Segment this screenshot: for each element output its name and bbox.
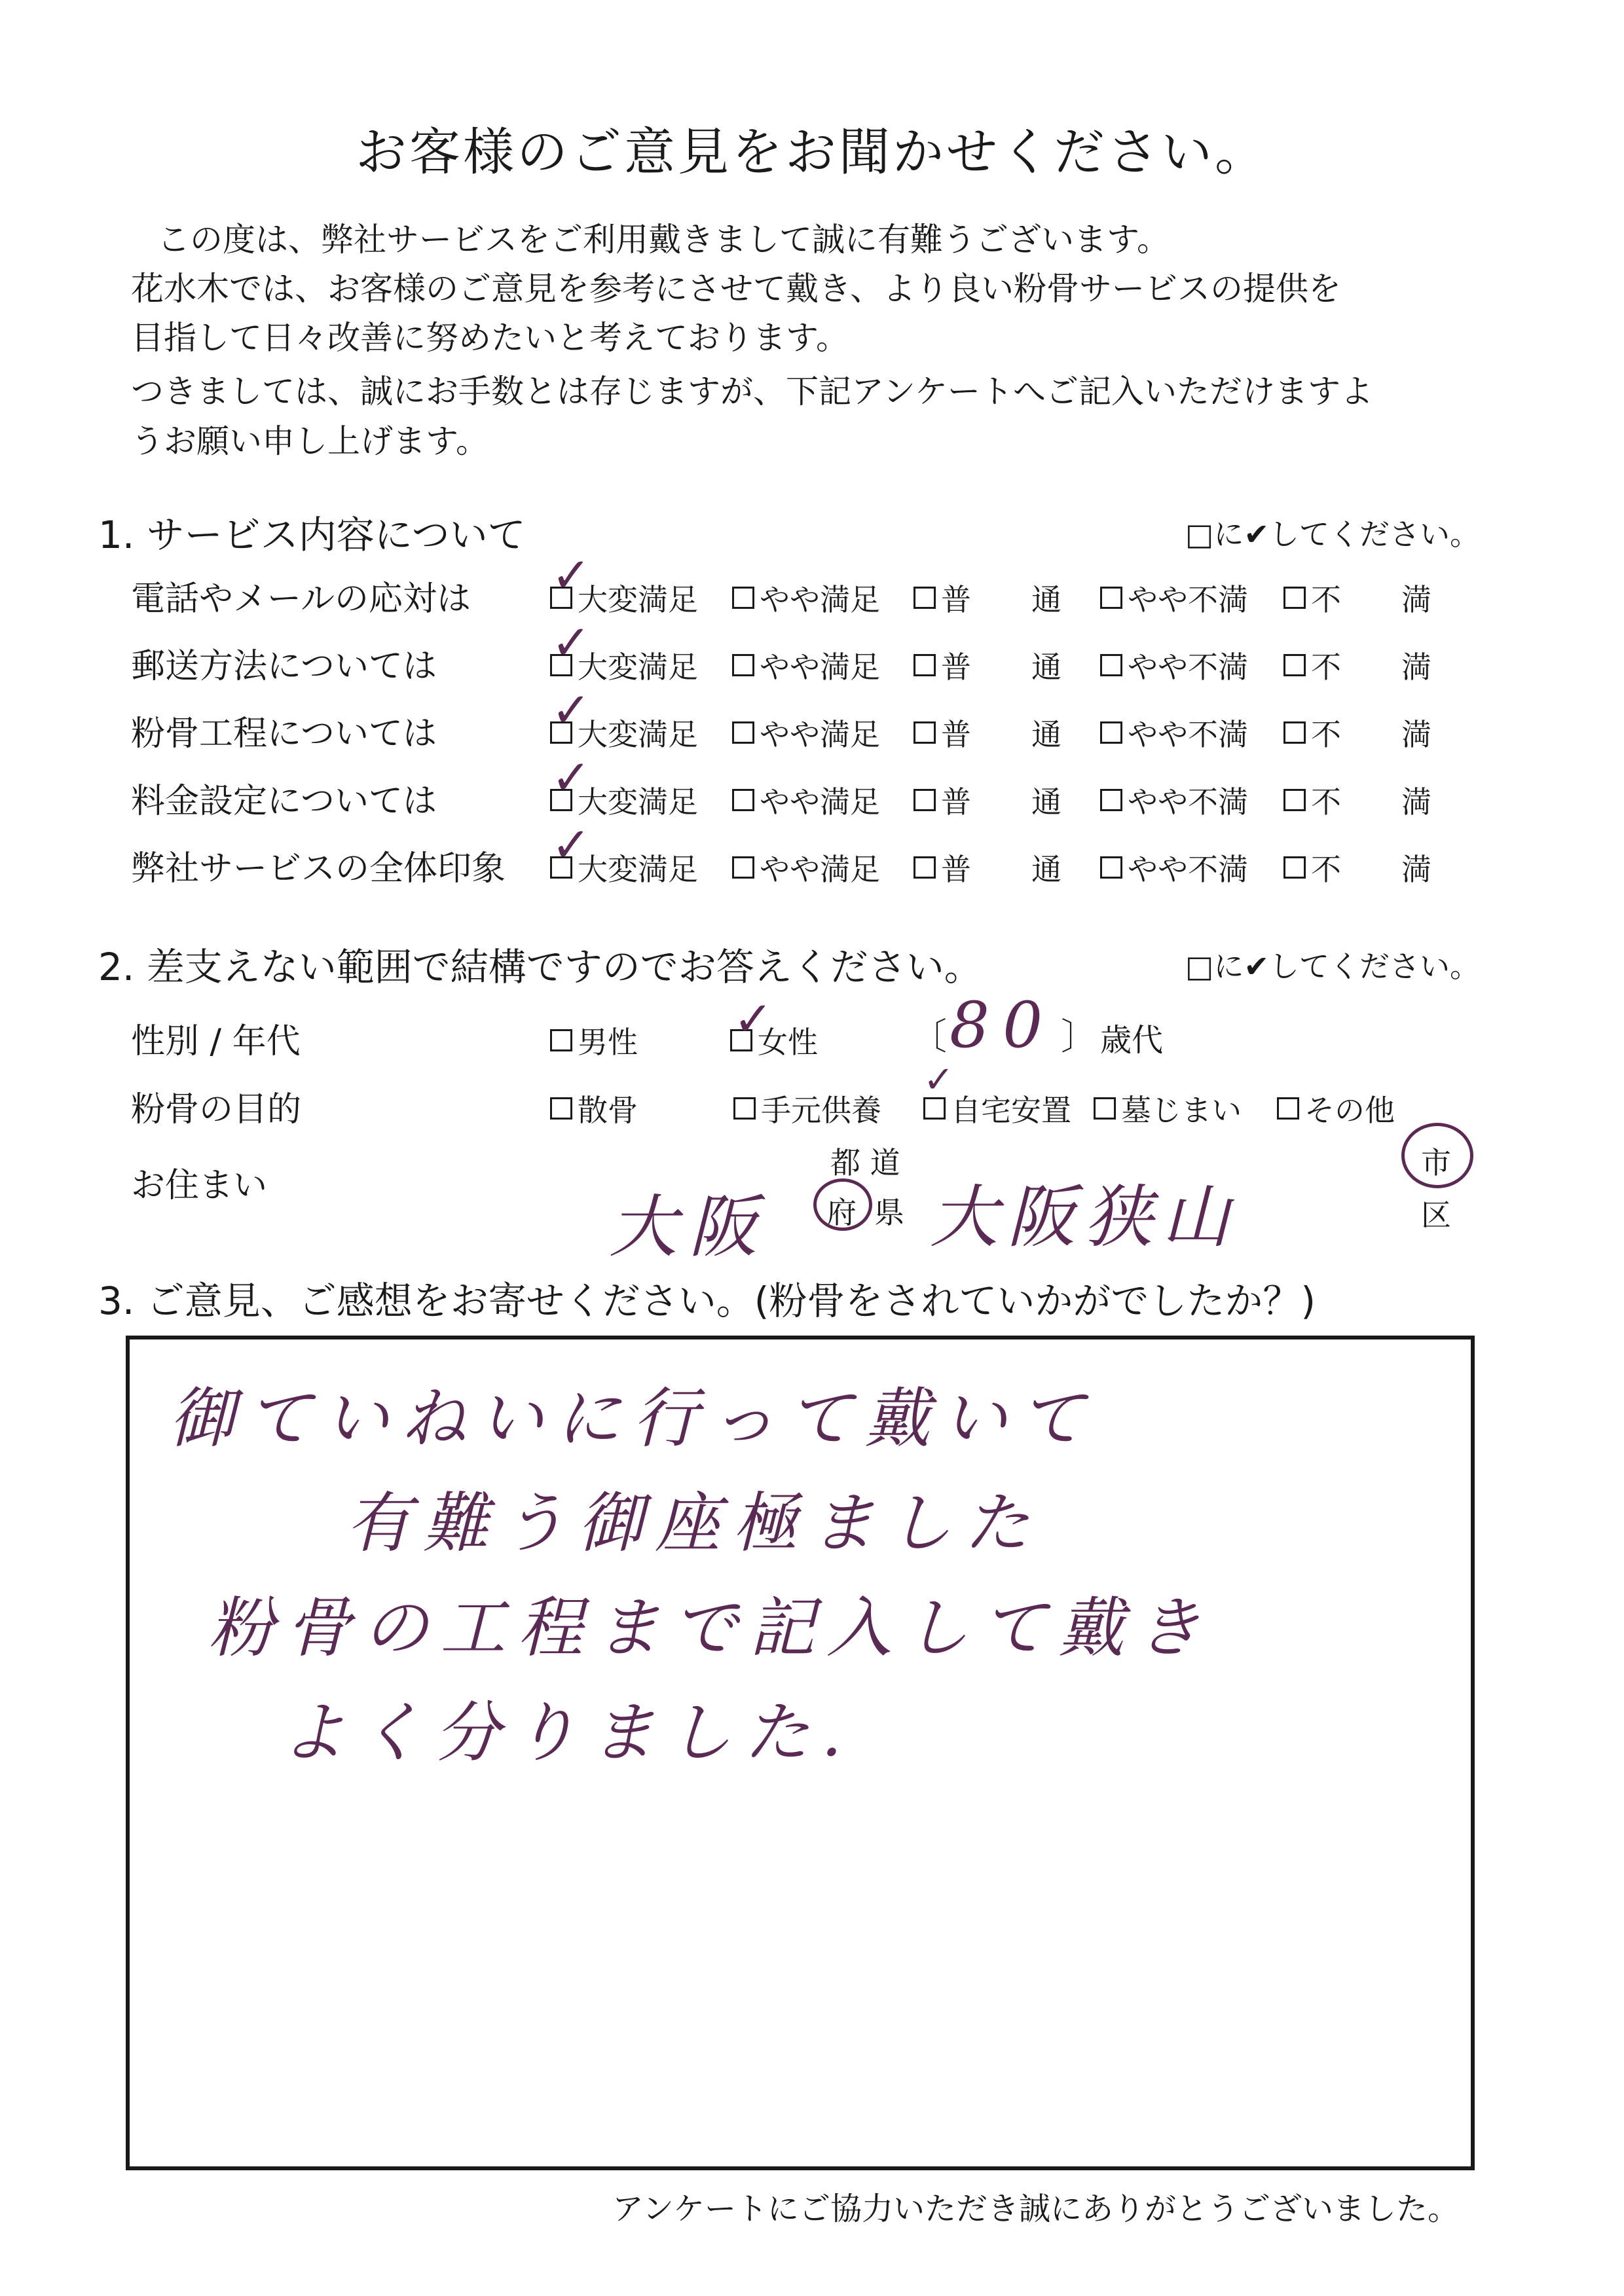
rating-option[interactable] [732, 846, 880, 889]
option-label: 自宅安置 [951, 1093, 1071, 1128]
option-label: その他 [1304, 1093, 1395, 1128]
rating-option[interactable] [732, 644, 880, 687]
option-label: やや満足 [760, 852, 880, 887]
age-suffix: 歳代 [1100, 1022, 1164, 1059]
rating-option[interactable] [1100, 778, 1248, 822]
section1-heading: 1. サービス内容について [98, 513, 526, 557]
section3-heading: 3. ご意見、ご感想をお寄せください。(粉骨をされていかがでしたか？) [98, 1279, 1316, 1323]
option-label: 大変満足 [578, 784, 698, 820]
option-label: やや満足 [760, 649, 880, 685]
purpose-option[interactable] [550, 1087, 638, 1130]
city-value[interactable]: 大阪狭山 [930, 1177, 1240, 1257]
option-label: 普 通 [941, 582, 1061, 617]
rating-row-label: 粉骨工程については [131, 714, 437, 754]
survey-title: お客様のご意見をお聞かせください。 [355, 123, 1268, 182]
option-label: 普 通 [941, 852, 1061, 887]
option-label: 大変満足 [578, 852, 698, 887]
comment-line-4: よく分りました. [280, 1694, 854, 1771]
option-label: 不 満 [1311, 717, 1431, 752]
purpose-option[interactable] [1277, 1087, 1395, 1130]
rating-checkbox[interactable] [1283, 789, 1306, 811]
checkmark-icon: ✓ [551, 615, 591, 670]
rating-checkbox[interactable] [913, 654, 936, 676]
pref-suffix-fu: 府 [826, 1195, 857, 1230]
prefecture-value[interactable]: 大阪 [609, 1187, 769, 1267]
rating-row-label: 郵送方法については [131, 647, 437, 686]
rating-option[interactable] [1283, 778, 1431, 822]
option-label: 大変満足 [578, 717, 698, 752]
purpose-option[interactable] [1094, 1087, 1242, 1130]
option-label: 普 通 [941, 784, 1061, 820]
age-bracket-close: 〕 [1061, 1016, 1098, 1059]
option-label: 普 通 [941, 717, 1061, 752]
section1-note: □に✔してください。 [1185, 517, 1481, 552]
gender-age-label: 性別 / 年代 [131, 1022, 301, 1061]
option-label: 普 通 [941, 649, 1061, 685]
rating-option[interactable] [732, 778, 880, 822]
rating-checkbox[interactable] [913, 721, 936, 744]
option-label: 大変満足 [578, 582, 698, 617]
rating-checkbox[interactable] [732, 789, 754, 811]
footer-thanks: アンケートにご協力いただき誠にありがとうございました。 [612, 2191, 1459, 2227]
rating-checkbox[interactable] [732, 654, 754, 676]
option-label: 不 満 [1311, 649, 1431, 685]
city-suffix-shi: 市 [1421, 1145, 1451, 1180]
option-label: やや不満 [1128, 784, 1248, 820]
rating-checkbox[interactable] [913, 789, 936, 811]
rating-option[interactable] [1100, 576, 1248, 619]
rating-option[interactable] [913, 576, 1061, 619]
comment-line-3: 粉骨の工程まで記入して戴き [208, 1590, 1213, 1666]
rating-option[interactable] [732, 576, 880, 619]
purpose-label: 粉骨の目的 [131, 1090, 302, 1129]
option-label: 大変満足 [578, 649, 698, 685]
purpose-checkbox[interactable] [1277, 1097, 1299, 1120]
age-bracket-open: 〔 [910, 1016, 947, 1059]
checkmark-purpose: ✓ [923, 1059, 954, 1101]
checkmark-icon: ✓ [551, 750, 591, 805]
rating-checkbox[interactable] [1283, 587, 1306, 609]
intro-line-1: この度は、弊社サービスをご利用戴きまして誠に有難うございます。 [157, 221, 1170, 259]
rating-option[interactable] [913, 846, 1061, 889]
rating-checkbox[interactable] [1283, 721, 1306, 744]
rating-option[interactable] [913, 711, 1061, 754]
intro-line-3: 目指して日々改善に努めたいと考えております。 [131, 319, 849, 357]
purpose-checkbox[interactable] [1094, 1097, 1116, 1120]
checkmark-icon: ✓ [551, 817, 591, 872]
option-label: やや満足 [760, 582, 880, 617]
intro-line-4: つきましては、誠にお手数とは存じますが、下記アンケートへご記入いただけますよ [131, 373, 1373, 410]
purpose-checkbox[interactable] [550, 1097, 572, 1120]
purpose-option[interactable] [733, 1087, 881, 1130]
checkmark-icon: ✓ [551, 547, 591, 602]
rating-checkbox[interactable] [913, 587, 936, 609]
comment-line-2: 有難う御座極ました [346, 1485, 1041, 1561]
checkbox-male[interactable] [550, 1029, 572, 1051]
rating-checkbox[interactable] [732, 587, 754, 609]
rating-row-label: 料金設定については [131, 782, 437, 821]
intro-line-2: 花水木では、お客様のご意見を参考にさせて戴き、より良い粉骨サービスの提供を [131, 270, 1341, 308]
option-label: やや不満 [1128, 717, 1248, 752]
rating-option[interactable] [1100, 711, 1248, 754]
option-label: 不 満 [1311, 852, 1431, 887]
rating-checkbox[interactable] [1100, 789, 1122, 811]
rating-checkbox[interactable] [1100, 856, 1122, 879]
rating-option[interactable] [913, 778, 1061, 822]
option-label: 手元供養 [761, 1093, 881, 1128]
section2-note: □に✔してください。 [1185, 949, 1481, 984]
rating-checkbox[interactable] [1100, 587, 1122, 609]
rating-option[interactable] [1283, 576, 1431, 619]
option-label: 墓じまい [1121, 1093, 1242, 1128]
rating-option[interactable] [1283, 711, 1431, 754]
rating-checkbox[interactable] [1100, 721, 1122, 744]
option-label: 男性 [578, 1025, 638, 1060]
option-label: 不 満 [1311, 784, 1431, 820]
pref-suffix-ken: 県 [874, 1195, 904, 1230]
option-label: 不 満 [1311, 582, 1431, 617]
rating-checkbox[interactable] [913, 856, 936, 879]
option-label: やや不満 [1128, 649, 1248, 685]
city-shi-circle [1401, 1123, 1473, 1188]
option-label: やや満足 [760, 717, 880, 752]
purpose-checkbox[interactable] [733, 1097, 756, 1120]
rating-checkbox[interactable] [732, 856, 754, 879]
age-value[interactable]: 80 [950, 989, 1056, 1062]
rating-row-label: 弊社サービスの全体印象 [131, 849, 506, 888]
section2-heading: 2. 差支えない範囲で結構ですのでお答えください。 [98, 945, 982, 989]
rating-option[interactable] [1100, 644, 1248, 687]
gender-option-male[interactable] [550, 1019, 638, 1062]
intro-line-5: うお願い申し上げます。 [131, 422, 489, 460]
rating-checkbox[interactable] [1283, 654, 1306, 676]
comment-box[interactable] [126, 1336, 1475, 2170]
checkmark-icon: ✓ [551, 682, 591, 737]
option-label: 散骨 [578, 1093, 638, 1128]
rating-option[interactable] [1100, 846, 1248, 889]
rating-checkbox[interactable] [1283, 856, 1306, 879]
rating-option[interactable] [1283, 644, 1431, 687]
rating-checkbox[interactable] [732, 721, 754, 744]
option-label: やや満足 [760, 784, 880, 820]
city-suffix-ku: 区 [1421, 1197, 1451, 1233]
option-label: 女性 [758, 1025, 818, 1060]
rating-option[interactable] [913, 644, 1061, 687]
option-label: やや不満 [1128, 852, 1248, 887]
rating-option[interactable] [1283, 846, 1431, 889]
rating-checkbox[interactable] [1100, 654, 1122, 676]
pref-suffix-todo: 都 道 [830, 1145, 900, 1180]
comment-line-1: 御ていねいに行って戴いて [169, 1380, 1096, 1457]
address-label: お住まい [131, 1166, 268, 1205]
rating-option[interactable] [732, 711, 880, 754]
rating-row-label: 電話やメールの応対は [131, 579, 471, 619]
checkmark-female: ✓ [733, 991, 773, 1046]
pref-fu-circle [813, 1178, 872, 1231]
option-label: やや不満 [1128, 582, 1248, 617]
